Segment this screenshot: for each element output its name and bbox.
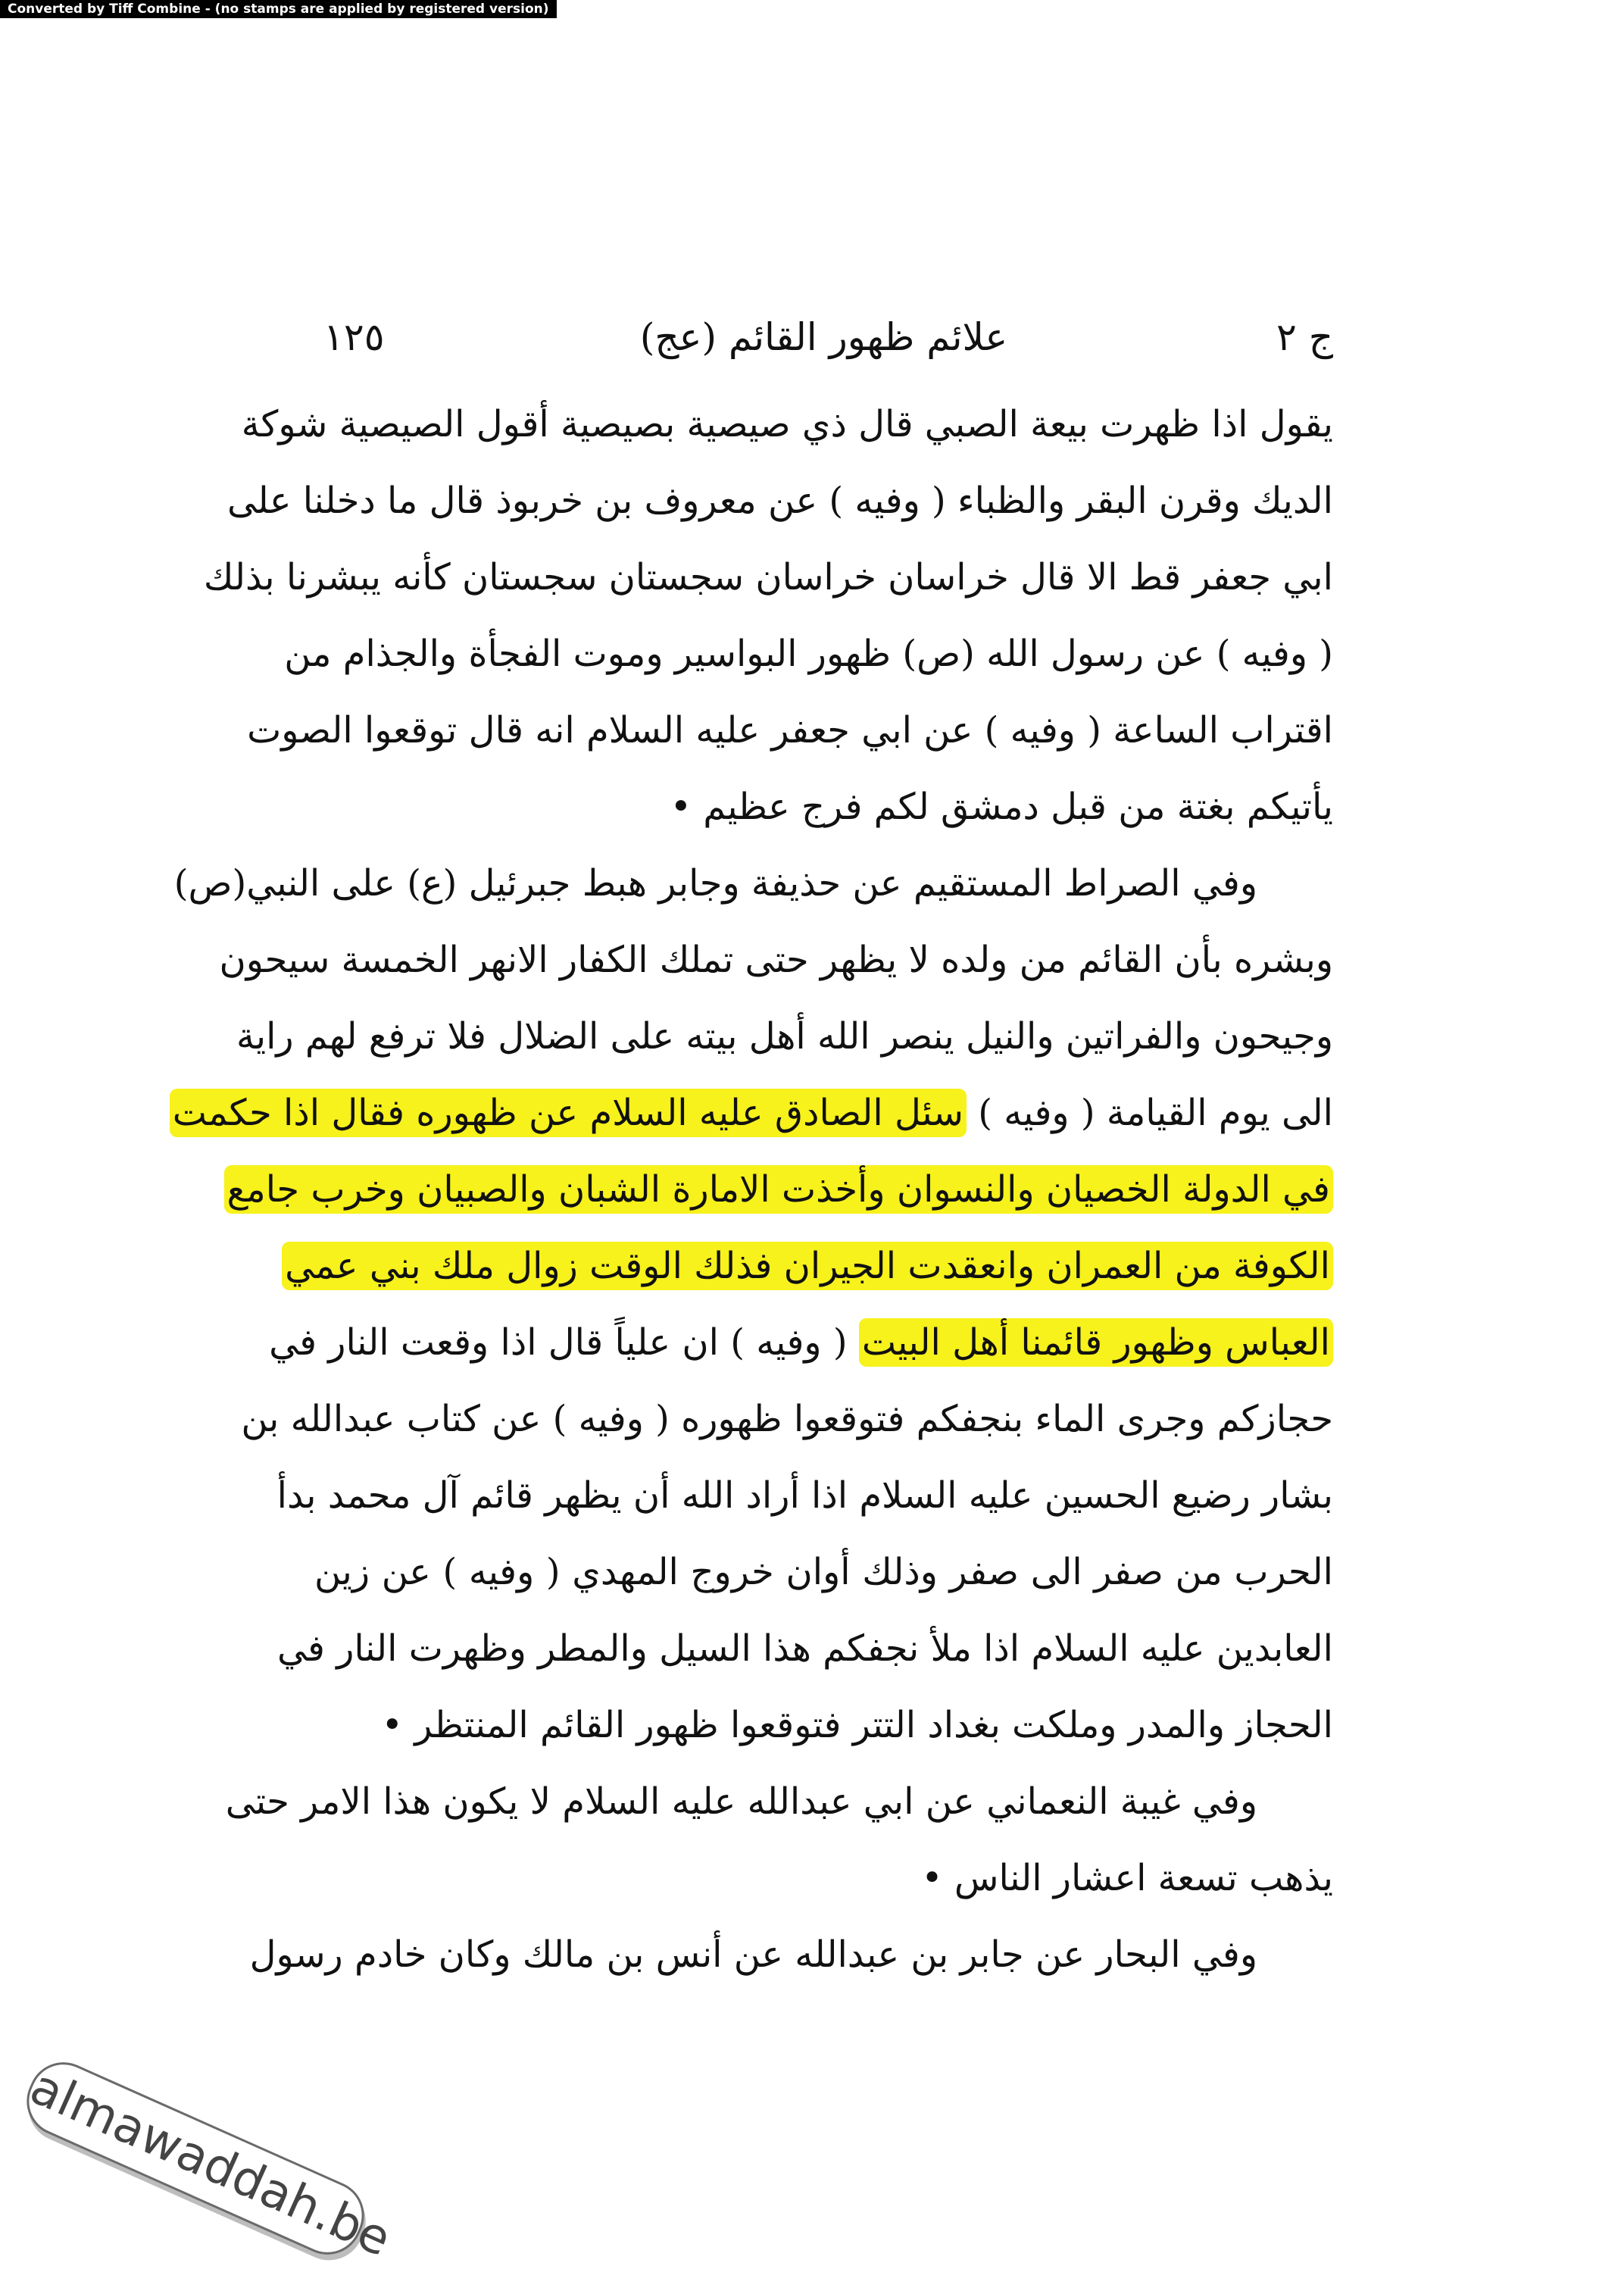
watermark-stamp: almawaddah.be [16,2051,376,2265]
line-text: الحجاز والمدر وملكت بغداد التتر فتوقعوا ظهور القائم المنتظر • [381,1704,1333,1746]
text-line [225,1764,1333,1840]
line-text: العابدين عليه السلام اذا ملأ نجفكم هذا السيل والمطر وظهرت النار في [277,1627,1333,1670]
text-line [203,539,1333,616]
line-text: ( وفيه ) ان علياً قال اذا وقعت النار في [269,1321,848,1364]
page-number: ١٢٥ [323,315,385,359]
highlighted-text: في الدولة الخصيان والنسوان وأخذت الامارة الشبان والصبيان وخرب جامع [224,1165,1334,1214]
line-text: حجازكم وجرى الماء بنجفكم فتوقعوا ظهوره ( وفيه ) عن كتاب عبدالله بن [241,1398,1333,1440]
text-line [247,692,1333,769]
text-line [277,1611,1333,1687]
line-text: وفي الصراط المستقيم عن حذيفة وجابر هبط جبرئيل (ع) على النبي(ص) [173,862,1257,905]
line-text: يأتيكم بغتة من قبل دمشق لكم فرج عظيم • [670,786,1333,828]
text-line [314,1840,1333,1917]
line-text: يقول اذا ظهرت بيعة الصبي قال ذي صيصية بصيصية أقول الصيصية شوكة [241,403,1333,445]
highlighted-text: الكوفة من العمران وانعقدت الجيران فذلك الوقت زوال ملك بني عمي [282,1242,1333,1290]
text-line [314,1534,1333,1611]
text-line [314,1687,1333,1764]
text-line [269,1305,1333,1381]
text-line [241,1381,1333,1458]
line-text: الديك وقرن البقر والظباء ( وفيه ) عن معروف بن خربوذ قال ما دخلنا على [226,480,1333,522]
text-line [241,386,1333,463]
line-text: وبشره بأن القائم من ولده لا يظهر حتى تملك الكفار الانهر الخمسة سيحون [219,939,1333,981]
text-line [276,1458,1333,1534]
line-text: اقتراب الساعة ( وفيه ) عن ابي جعفر عليه السلام انه قال توقعوا الصوت [247,709,1333,752]
text-line [172,1075,1333,1152]
line-text: بشار رضيع الحسين عليه السلام اذا أراد الله أن يظهر قائم آل محمد بدأ [276,1474,1333,1517]
line-text: ابي جعفر قط الا قال خراسان خراسان سجستان سجستان كأنه يبشرنا بذلك [203,556,1333,599]
line-text: الى يوم القيامة ( وفيه ) [978,1092,1333,1134]
page-body-text [172,386,1333,1993]
text-line [219,922,1333,999]
page-header [314,299,1333,375]
text-line [226,1152,1333,1228]
text-line [173,845,1333,922]
line-text: ( وفيه ) عن رسول الله (ص) ظهور البواسير وموت الفجأة والجذام من [284,633,1333,675]
highlighted-text: العباس وظهور قائمنا أهل البيت [859,1318,1333,1367]
highlighted-text: سئل الصادق عليه السلام عن ظهوره فقال اذا حكمت [170,1089,967,1137]
text-line [236,999,1333,1075]
text-line [284,616,1333,692]
line-text: يذهب تسعة اعشار الناس • [921,1857,1333,1899]
line-text: وفي البحار عن جابر بن عبدالله عن أنس بن مالك وكان خادم رسول [249,1933,1257,1976]
line-text: وفي غيبة النعماني عن ابي عبدالله عليه السلام لا يكون هذا الامر حتى [225,1780,1257,1823]
volume-number: ج ٢ [1276,315,1333,359]
text-line [226,463,1333,539]
text-line [249,1917,1333,1993]
line-text: الحرب من صفر الى صفر وذلك أوان خروج المهدي ( وفيه ) عن زين [314,1551,1333,1593]
running-title: علائم ظهور القائم (عج) [639,315,1008,359]
text-line [285,1228,1333,1305]
converter-banner: Converted by Tiff Combine - (no stamps are applied by registered version) [0,0,557,18]
line-text: وجيحون والفراتين والنيل ينصر الله أهل بيته على الضلال فلا ترفع لهم راية [236,1015,1333,1058]
text-line [314,769,1333,845]
